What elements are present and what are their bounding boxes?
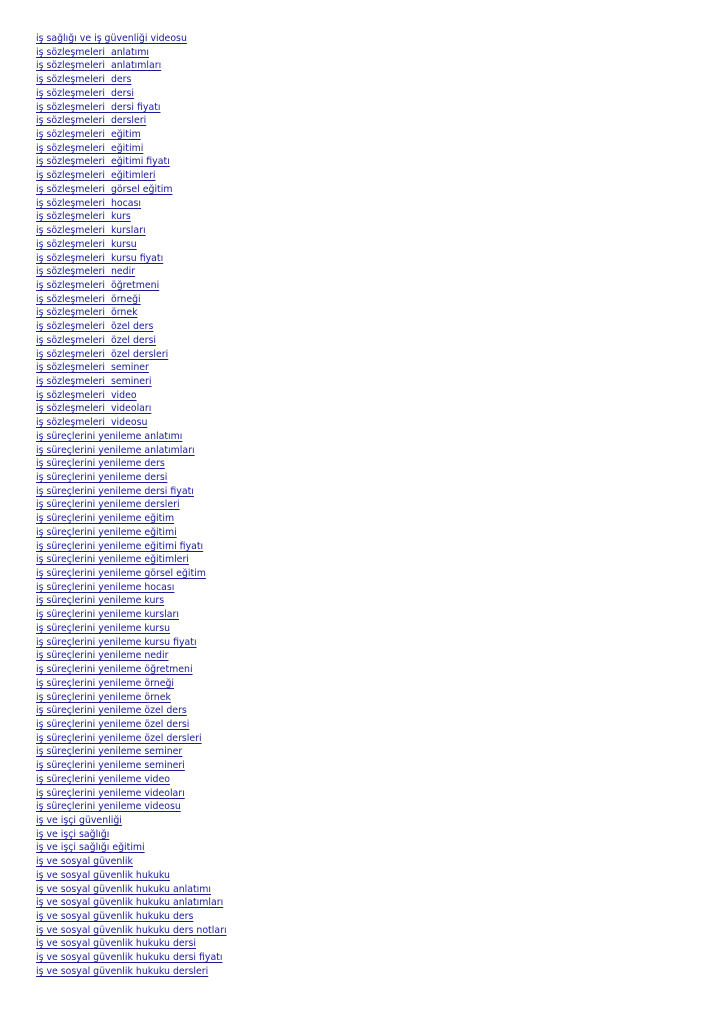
list-item — [36, 828, 696, 842]
list-item — [36, 114, 696, 128]
list-item — [36, 238, 696, 252]
list-item — [36, 581, 696, 595]
list-item — [36, 732, 696, 746]
list-item — [36, 773, 696, 787]
list-item — [36, 348, 696, 362]
list-item — [36, 430, 696, 444]
keyword-link[interactable]: iş sözleşmeleri ders — [36, 74, 132, 86]
keyword-link[interactable]: iş süreçlerini yenileme dersi fiyatı — [36, 485, 194, 497]
keyword-link[interactable]: iş süreçlerini yenileme örneği — [36, 677, 175, 689]
keyword-link[interactable]: iş süreçlerini yenileme kursları — [36, 609, 179, 621]
list-item — [36, 334, 696, 348]
keyword-link[interactable]: iş sözleşmeleri anlatımı — [36, 46, 150, 58]
keyword-link[interactable]: iş süreçlerini yenileme hocası — [36, 581, 175, 593]
keyword-link[interactable]: iş süreçlerini yenileme örnek — [36, 691, 171, 703]
list-item — [36, 663, 696, 677]
list-item — [36, 937, 696, 951]
list-item — [36, 59, 696, 73]
list-item — [36, 526, 696, 540]
keyword-link[interactable]: iş süreçlerini yenileme semineri — [36, 760, 185, 772]
list-item — [36, 924, 696, 938]
keyword-link[interactable]: iş süreçlerini yenileme dersleri — [36, 499, 180, 511]
list-item — [36, 841, 696, 855]
list-item — [36, 896, 696, 910]
keyword-link[interactable]: iş süreçlerini yenileme kurs — [36, 595, 165, 607]
keyword-link[interactable]: iş süreçlerini yenileme anlatımları — [36, 444, 195, 456]
document-page — [36, 32, 696, 979]
keyword-link[interactable]: iş sözleşmeleri dersi fiyatı — [36, 101, 161, 113]
keyword-link[interactable]: iş ve sosyal güvenlik — [36, 856, 133, 868]
keyword-link[interactable]: iş sözleşmeleri öğretmeni — [36, 279, 160, 291]
keyword-link[interactable]: iş süreçlerini yenileme ders — [36, 458, 165, 470]
list-item — [36, 910, 696, 924]
list-item — [36, 293, 696, 307]
list-item — [36, 869, 696, 883]
keyword-link[interactable]: iş sözleşmeleri eğitimi fiyatı — [36, 156, 170, 168]
keyword-link[interactable]: iş süreçlerini yenileme videosu — [36, 801, 181, 813]
list-item — [36, 691, 696, 705]
keyword-link[interactable]: iş ve sosyal güvenlik hukuku anlatımları — [36, 897, 224, 909]
list-item — [36, 155, 696, 169]
list-item — [36, 279, 696, 293]
list-item — [36, 224, 696, 238]
keyword-link[interactable]: iş sözleşmeleri dersleri — [36, 115, 147, 127]
list-item — [36, 800, 696, 814]
list-item — [36, 252, 696, 266]
list-item — [36, 444, 696, 458]
list-item — [36, 416, 696, 430]
keyword-link[interactable]: iş ve sosyal güvenlik hukuku anlatımı — [36, 883, 211, 895]
list-item — [36, 142, 696, 156]
keyword-link[interactable]: iş süreçlerini yenileme kursu fiyatı — [36, 636, 197, 648]
keyword-link[interactable]: iş süreçlerini yenileme seminer — [36, 746, 183, 758]
keyword-link[interactable]: iş ve işçi sağlığı eğitimi — [36, 842, 145, 854]
keyword-link[interactable]: iş ve sosyal güvenlik hukuku — [36, 869, 170, 881]
keyword-link[interactable]: iş sözleşmeleri seminer — [36, 362, 149, 374]
list-item — [36, 745, 696, 759]
keyword-link[interactable]: iş ve sosyal güvenlik hukuku ders notları — [36, 924, 227, 936]
list-item — [36, 718, 696, 732]
list-item — [36, 87, 696, 101]
keyword-link[interactable]: iş sözleşmeleri eğitimleri — [36, 170, 156, 182]
list-item — [36, 965, 696, 979]
list-item — [36, 704, 696, 718]
keyword-link[interactable]: iş sözleşmeleri örnek — [36, 307, 138, 319]
keyword-link[interactable]: iş sözleşmeleri özel dersi — [36, 334, 157, 346]
keyword-link[interactable]: iş sözleşmeleri semineri — [36, 375, 152, 387]
list-item — [36, 306, 696, 320]
keyword-link[interactable]: iş süreçlerini yenileme anlatımı — [36, 430, 183, 442]
keyword-link[interactable]: iş sözleşmeleri nedir — [36, 266, 136, 278]
keyword-link[interactable]: iş süreçlerini yenileme özel dersleri — [36, 732, 202, 744]
keyword-link[interactable]: iş ve işçi güvenliği — [36, 814, 122, 826]
keyword-link[interactable]: iş sözleşmeleri özel ders — [36, 321, 154, 333]
list-item — [36, 855, 696, 869]
list-item — [36, 471, 696, 485]
keyword-link[interactable]: iş sözleşmeleri kursları — [36, 225, 146, 237]
keyword-link-list — [36, 32, 696, 979]
keyword-link[interactable]: iş sözleşmeleri videosu — [36, 417, 148, 429]
list-item — [36, 787, 696, 801]
list-item — [36, 608, 696, 622]
list-item — [36, 457, 696, 471]
list-item — [36, 210, 696, 224]
keyword-link[interactable]: iş süreçlerini yenileme eğitimleri — [36, 554, 189, 566]
list-item — [36, 759, 696, 773]
list-item — [36, 197, 696, 211]
keyword-link[interactable]: iş süreçlerini yenileme kursu — [36, 622, 171, 634]
keyword-link[interactable]: iş sözleşmeleri dersi — [36, 87, 135, 99]
keyword-link[interactable]: iş sözleşmeleri videoları — [36, 403, 152, 415]
keyword-link[interactable]: iş süreçlerini yenileme özel ders — [36, 705, 187, 717]
keyword-link[interactable]: iş sözleşmeleri anlatımları — [36, 60, 162, 72]
keyword-link[interactable]: iş süreçlerini yenileme dersi — [36, 472, 168, 483]
list-item — [36, 101, 696, 115]
keyword-link[interactable]: iş sözleşmeleri özel dersleri — [36, 348, 169, 360]
keyword-link[interactable]: iş süreçlerini yenileme eğitimi — [36, 526, 177, 538]
list-item — [36, 402, 696, 416]
list-item — [36, 540, 696, 554]
keyword-link[interactable]: iş süreçlerini yenileme video — [36, 773, 170, 785]
keyword-link[interactable]: iş süreçlerini yenileme öğretmeni — [36, 664, 193, 676]
keyword-link[interactable]: iş süreçlerini yenileme özel dersi — [36, 718, 190, 730]
list-item — [36, 649, 696, 663]
keyword-link[interactable]: iş ve sosyal güvenlik hukuku ders — [36, 911, 194, 922]
keyword-link[interactable]: iş sözleşmeleri hocası — [36, 197, 142, 209]
list-item — [36, 320, 696, 334]
keyword-link[interactable]: iş ve sosyal güvenlik hukuku dersi — [36, 938, 197, 950]
list-item — [36, 951, 696, 965]
list-item — [36, 594, 696, 608]
list-item — [36, 677, 696, 691]
keyword-link[interactable]: iş ve sosyal güvenlik hukuku dersleri — [36, 965, 209, 977]
keyword-link[interactable]: iş süreçlerini yenileme nedir — [36, 650, 169, 662]
list-item — [36, 361, 696, 375]
list-item — [36, 265, 696, 279]
list-item — [36, 128, 696, 142]
list-item — [36, 46, 696, 60]
keyword-link[interactable]: iş ve işçi sağlığı — [36, 828, 110, 840]
keyword-link[interactable]: iş sözleşmeleri video — [36, 389, 137, 401]
list-item — [36, 622, 696, 636]
list-item — [36, 485, 696, 499]
list-item — [36, 814, 696, 828]
keyword-link[interactable]: iş ve sosyal güvenlik hukuku dersi fiyatı — [36, 952, 223, 964]
keyword-link[interactable]: iş sözleşmeleri örneği — [36, 293, 141, 305]
list-item — [36, 73, 696, 87]
keyword-link[interactable]: iş sözleşmeleri görsel eğitim — [36, 183, 173, 195]
list-item — [36, 567, 696, 581]
list-item — [36, 183, 696, 197]
keyword-link[interactable]: iş sözleşmeleri eğitimi — [36, 142, 144, 154]
keyword-link[interactable]: iş sözleşmeleri kurs — [36, 211, 131, 223]
list-item — [36, 32, 696, 46]
keyword-link[interactable]: iş süreçlerini yenileme videoları — [36, 787, 185, 799]
list-item — [36, 498, 696, 512]
list-item — [36, 512, 696, 526]
keyword-link[interactable]: iş sözleşmeleri kursu — [36, 238, 137, 250]
list-item — [36, 389, 696, 403]
list-item — [36, 883, 696, 897]
keyword-link[interactable]: iş süreçlerini yenileme eğitim — [36, 513, 175, 525]
list-item — [36, 553, 696, 567]
keyword-link[interactable]: iş sağlığı ve iş güvenliği videosu — [36, 33, 187, 44]
keyword-link[interactable]: iş süreçlerini yenileme görsel eğitim — [36, 568, 206, 580]
list-item — [36, 636, 696, 650]
list-item — [36, 169, 696, 183]
keyword-link[interactable]: iş süreçlerini yenileme eğitimi fiyatı — [36, 540, 204, 552]
keyword-link[interactable]: iş sözleşmeleri eğitim — [36, 129, 141, 141]
keyword-link[interactable]: iş sözleşmeleri kursu fiyatı — [36, 252, 164, 264]
list-item — [36, 375, 696, 389]
